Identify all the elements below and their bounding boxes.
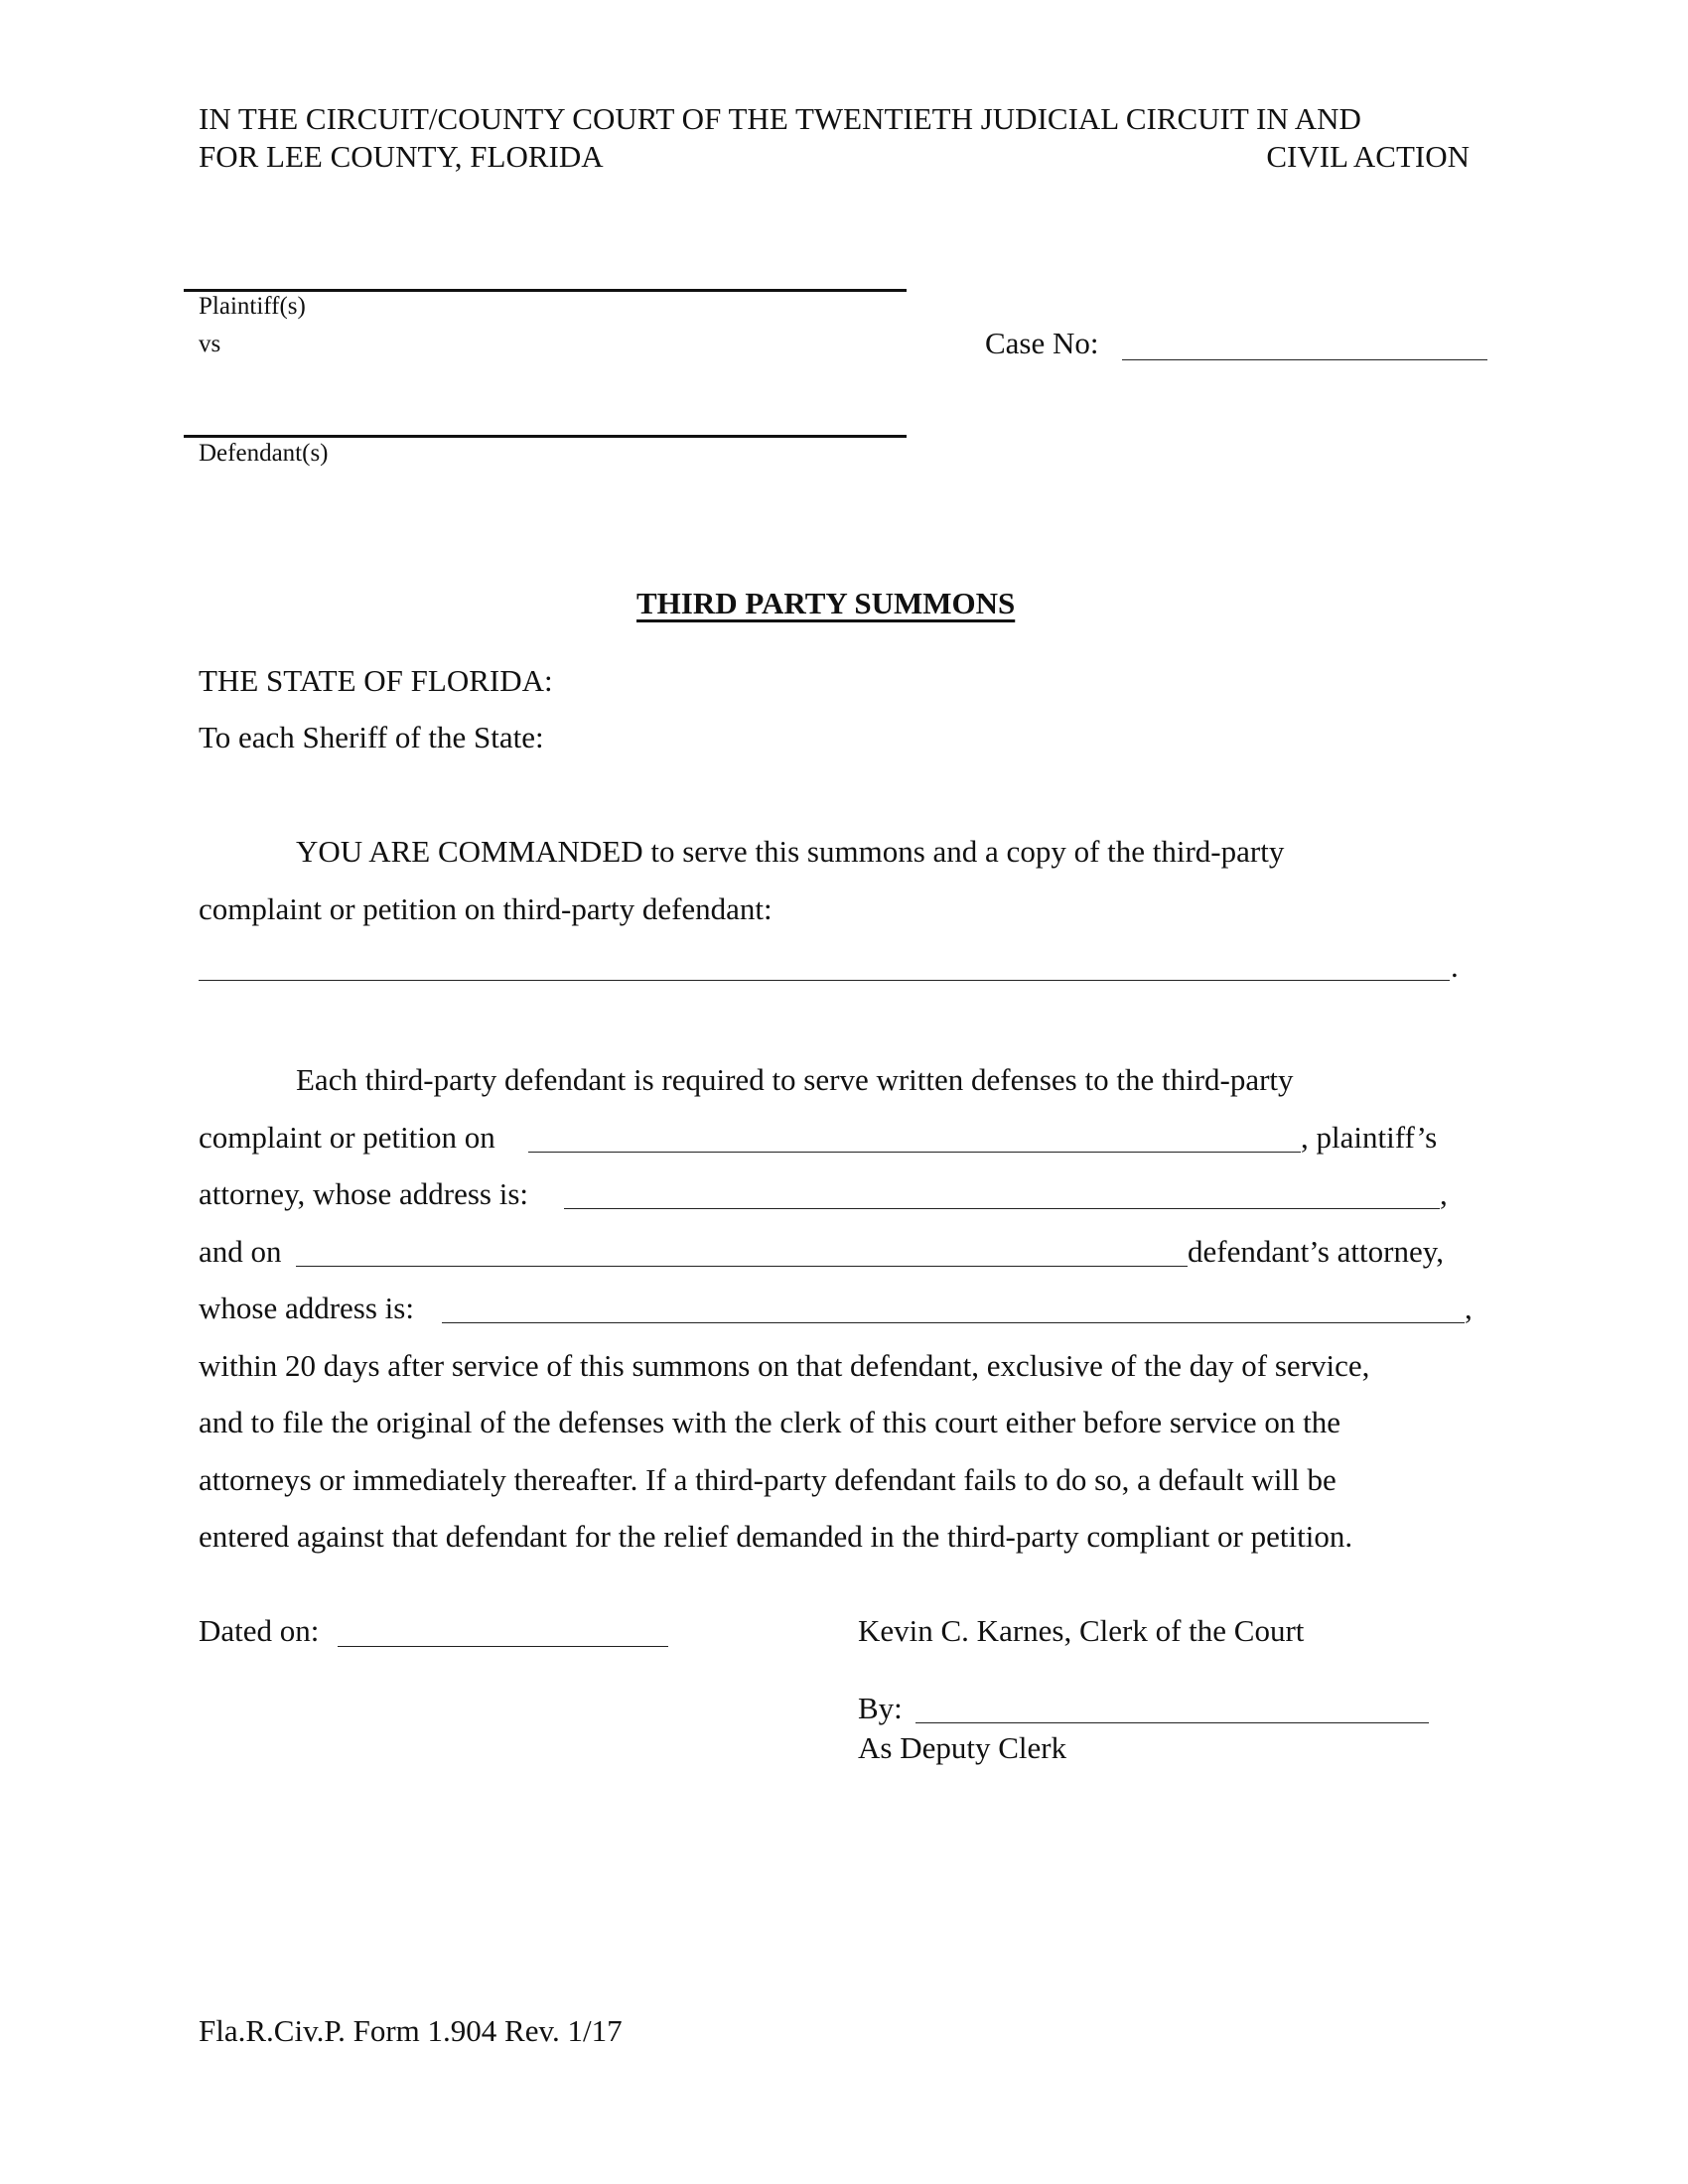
plaintiff-attorney-field[interactable] [528,1152,1301,1153]
deputy-clerk-label: As Deputy Clerk [858,1730,1067,1765]
command-line2: complaint or petition on third-party defendant: [199,891,773,926]
requirement-line2-suffix: , plaintiff’s [1301,1120,1438,1155]
plaintiff-name-line[interactable] [184,289,907,292]
plaintiff-label: Plaintiff(s) [199,293,306,320]
requirement-line3-prefix: attorney, whose address is: [199,1176,529,1211]
dated-label: Dated on: [199,1613,320,1648]
by-label: By: [858,1691,903,1725]
third-party-defendant-field[interactable] [199,980,1450,981]
defendant-attorney-address-field[interactable] [442,1322,1465,1323]
defendant-label: Defendant(s) [199,440,329,467]
case-no-label: Case No: [985,326,1099,360]
requirement-line1: Each third-party defendant is required to serve written defenses to the third-party [296,1062,1294,1097]
defendant-name-line[interactable] [184,435,907,438]
requirement-line6: within 20 days after service of this summons on that defendant, exclusive of the day of service, [199,1348,1370,1383]
form-identifier: Fla.R.Civ.P. Form 1.904 Rev. 1/17 [199,2013,623,2048]
plaintiff-attorney-address-field[interactable] [564,1208,1440,1209]
requirement-line2-prefix: complaint or petition on [199,1120,495,1155]
requirement-line5-suffix: , [1465,1291,1473,1325]
defendant-attorney-field[interactable] [296,1266,1188,1267]
requirement-line4-prefix: and on [199,1234,282,1269]
requirement-line7: and to file the original of the defenses with the clerk of this court either before service on the [199,1405,1341,1439]
vs-label: vs [199,331,221,357]
civil-action-label: CIVIL ACTION [1266,139,1470,174]
dated-field[interactable] [338,1646,668,1647]
state-line: THE STATE OF FLORIDA: [199,663,553,698]
case-no-field[interactable] [1122,359,1487,360]
requirement-line4-suffix: defendant’s attorney, [1188,1234,1444,1269]
requirement-line8: attorneys or immediately thereafter. If a third-party defendant fails to do so, a default will be [199,1462,1336,1497]
command-line1: YOU ARE COMMANDED to serve this summons and a copy of the third-party [296,834,1285,869]
command-period: . [1451,949,1459,984]
court-heading-line2: FOR LEE COUNTY, FLORIDA [199,139,604,174]
sheriff-line: To each Sheriff of the State: [199,720,544,754]
clerk-name: Kevin C. Karnes, Clerk of the Court [858,1613,1305,1648]
document-title: THIRD PARTY SUMMONS [636,586,1016,620]
requirement-line9: entered against that defendant for the relief demanded in the third-party compliant or petition. [199,1519,1353,1554]
deputy-signature-field[interactable] [915,1722,1429,1723]
requirement-line3-suffix: , [1440,1176,1448,1211]
court-heading-line1: IN THE CIRCUIT/COUNTY COURT OF THE TWENTIETH JUDICIAL CIRCUIT IN AND [199,101,1361,136]
requirement-line5-prefix: whose address is: [199,1291,414,1325]
